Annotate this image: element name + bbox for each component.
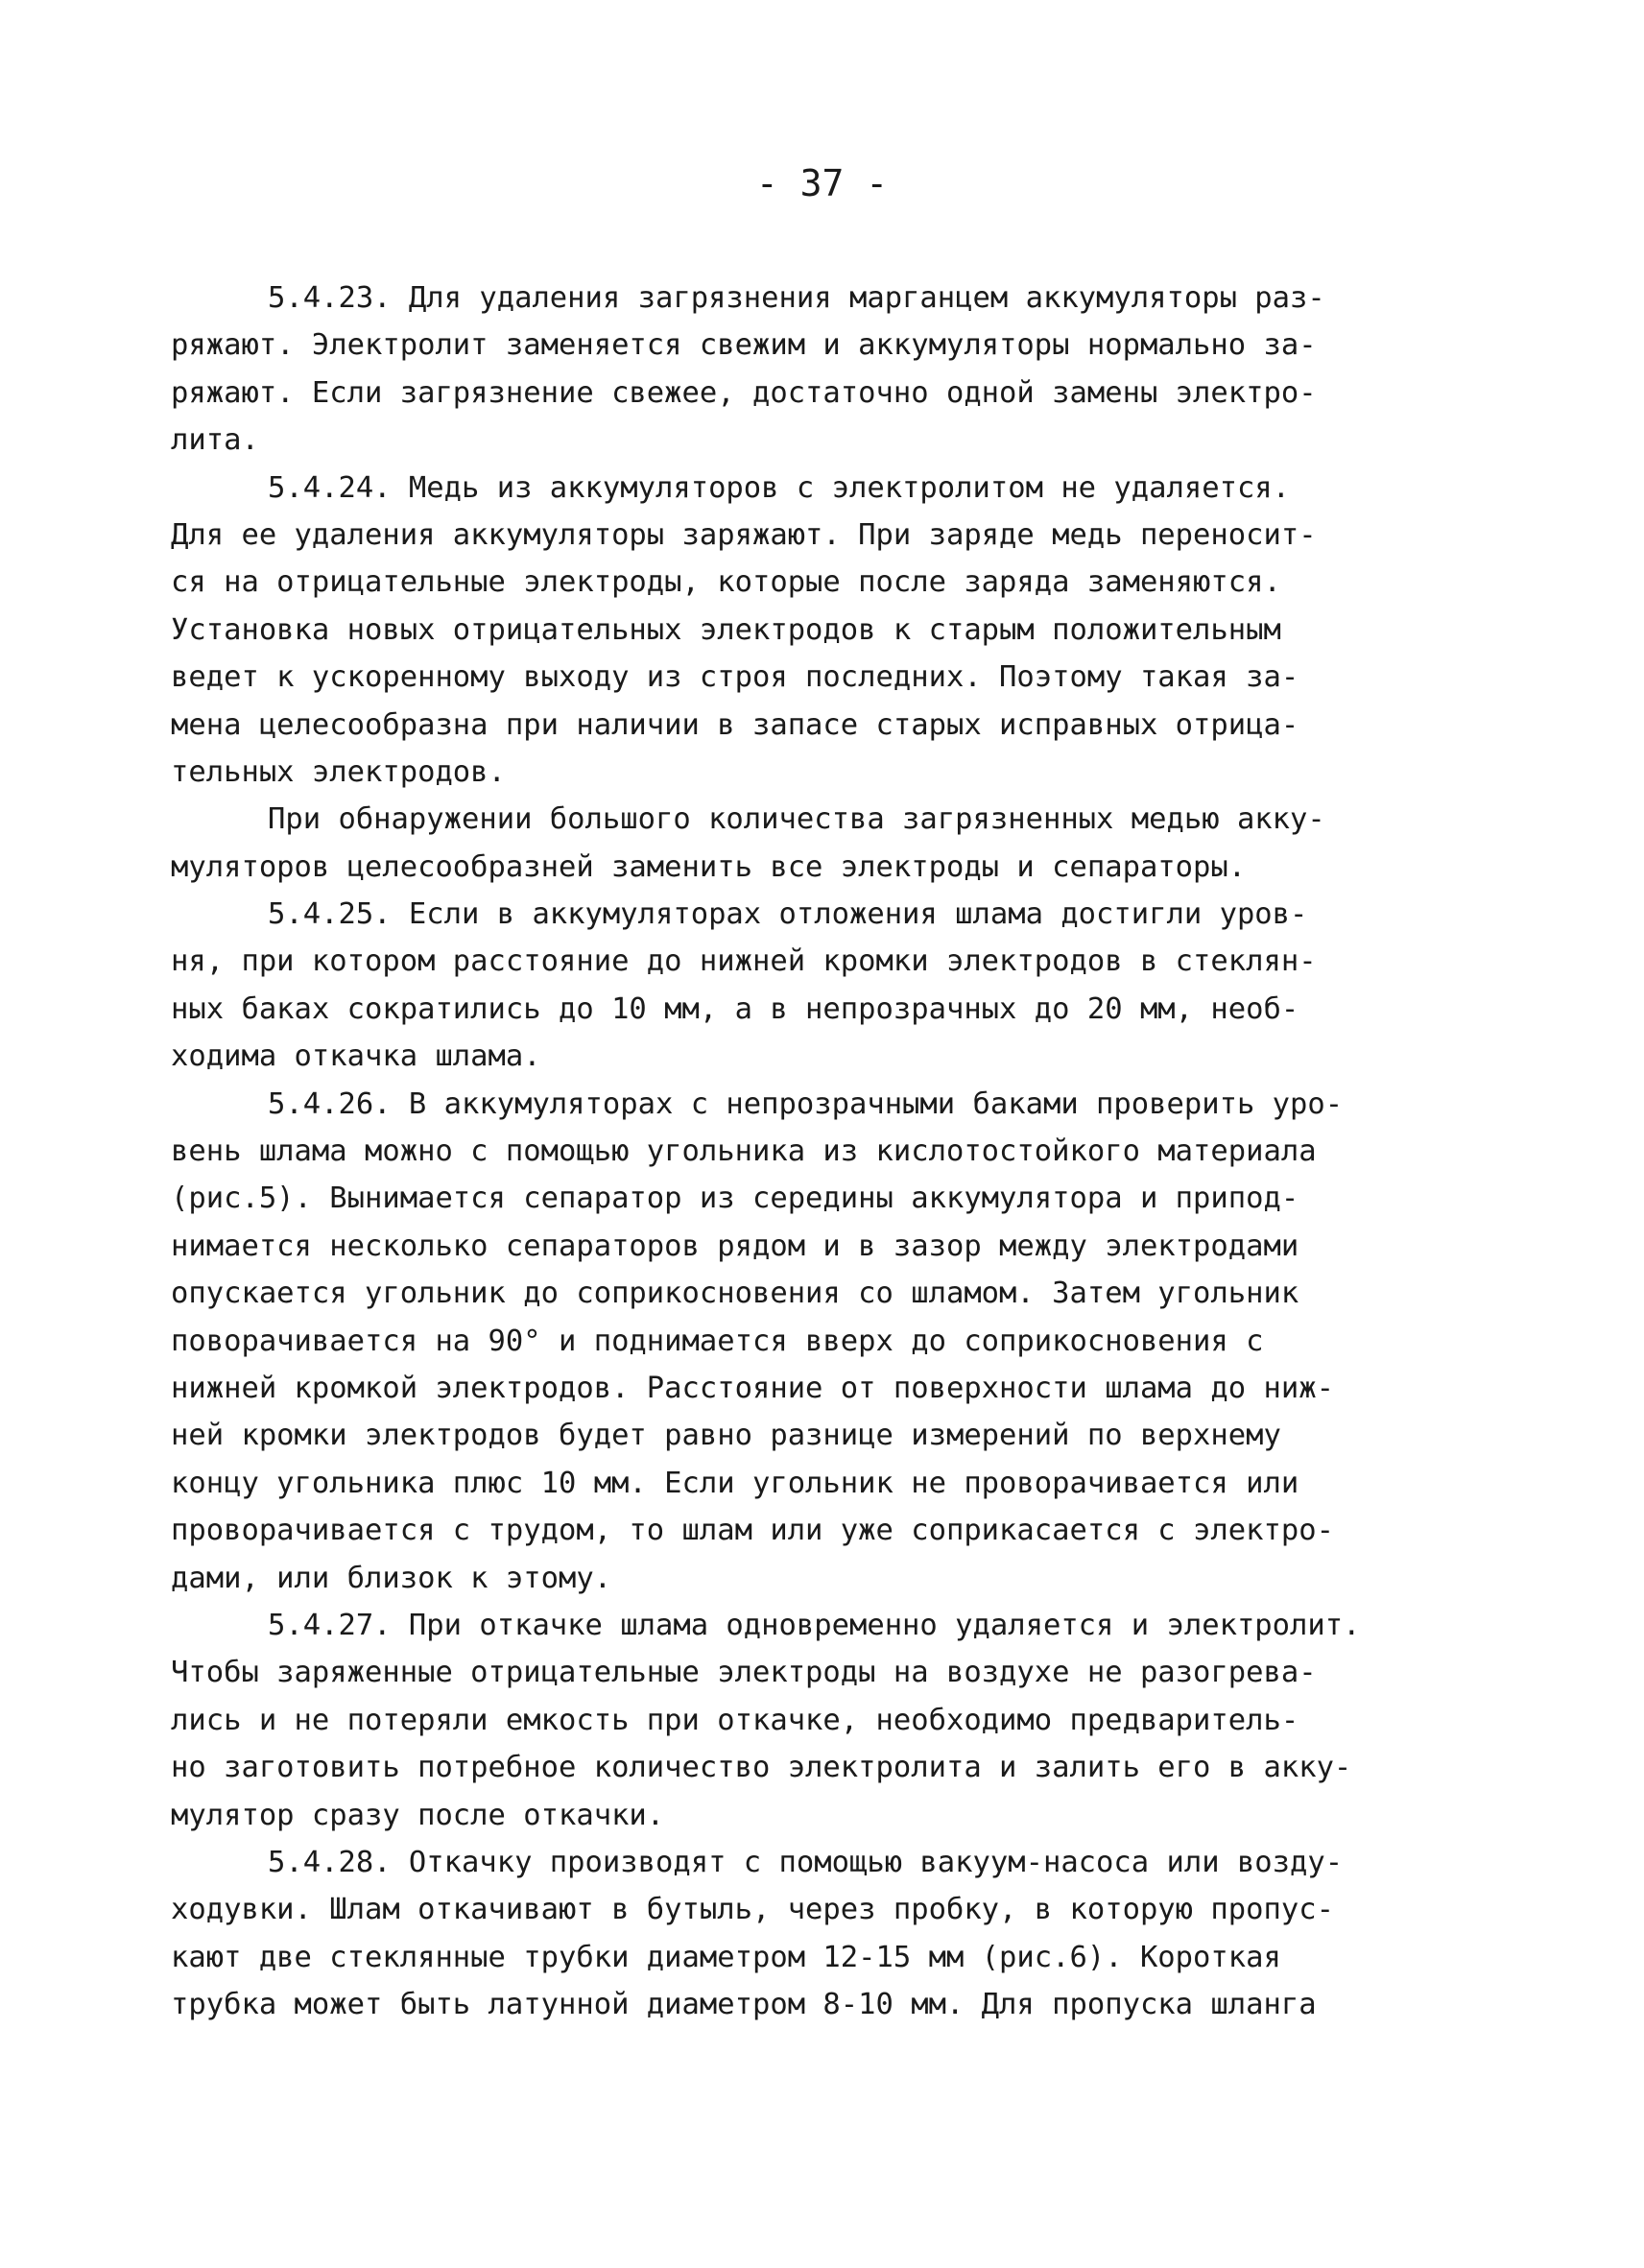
- text-line: концу угольника плюс 10 мм. Если угольник не проворачивается или: [171, 1466, 1299, 1500]
- text-line: (рис.5). Вынимается сепаратор из середины аккумулятора и припод-: [171, 1182, 1299, 1216]
- text-line: опускается угольник до соприкосновения со шламом. Затем угольник: [171, 1277, 1299, 1311]
- text-line: ведет к ускоренному выходу из строя последних. Поэтому такая за-: [171, 660, 1299, 695]
- text-line: тельных электродов.: [171, 754, 506, 789]
- text-line: вень шлама можно с помощью угольника из кислотостойкого материала: [171, 1134, 1317, 1169]
- text-line: мулятор сразу после откачки.: [171, 1798, 665, 1832]
- text-line: мена целесообразна при наличии в запасе старых исправных отрица-: [171, 707, 1299, 742]
- text-line: нимается несколько сепараторов рядом и в зазор между электродами: [171, 1229, 1299, 1263]
- text-line: 5.4.28. Откачку производят с помощью вакуум-насоса или возду-: [268, 1845, 1344, 1879]
- text-line: ряжают. Электролит заменяется свежим и аккумуляторы нормально за-: [171, 328, 1317, 363]
- page-number: - 37 -: [755, 162, 889, 204]
- text-line: поворачивается на 90° и поднимается вверх до соприкосновения с: [171, 1324, 1264, 1358]
- text-line: трубка может быть латунной диаметром 8-10 мм. Для пропуска шланга: [171, 1988, 1317, 2022]
- text-line: ня, при котором расстояние до нижней кромки электродов в стеклян-: [171, 944, 1317, 979]
- text-line: муляторов целесообразней заменить все электроды и сепараторы.: [171, 849, 1247, 884]
- text-line: Для ее удаления аккумуляторы заряжают. При заряде медь переносит-: [171, 517, 1317, 552]
- body-text: [171, 275, 1360, 2028]
- text-line: 5.4.25. Если в аккумуляторах отложения шлама достигли уров-: [268, 897, 1308, 932]
- text-line: ходима откачка шлама.: [171, 1039, 541, 1074]
- text-line: лись и не потеряли емкость при откачке, необходимо предваритель-: [171, 1703, 1299, 1737]
- text-line: ряжают. Если загрязнение свежее, достаточно одной замены электро-: [171, 375, 1317, 410]
- text-line: проворачивается с трудом, то шлам или уже соприкасается с электро-: [171, 1514, 1334, 1548]
- text-line: ней кромки электродов будет равно разнице измерений по верхнему: [171, 1419, 1281, 1453]
- text-line: 5.4.23. Для удаления загрязнения марганцем аккумуляторы раз-: [268, 281, 1325, 315]
- text-line: Чтобы заряженные отрицательные электроды на воздухе не разогрева-: [171, 1656, 1317, 1690]
- text-line: лита.: [171, 423, 259, 458]
- text-line: 5.4.27. При откачке шлама одновременно удаляется и электролит.: [268, 1608, 1361, 1642]
- text-line: нижней кромкой электродов. Расстояние от поверхности шлама до ниж-: [171, 1371, 1334, 1405]
- text-line: дами, или близок к этому.: [171, 1561, 612, 1595]
- text-line: ходувки. Шлам откачивают в бутыль, через пробку, в которую пропус-: [171, 1893, 1334, 1927]
- text-line: Установка новых отрицательных электродов к старым положительным: [171, 612, 1281, 647]
- text-line: ных баках сократились до 10 мм, а в непрозрачных до 20 мм, необ-: [171, 991, 1299, 1026]
- text-line: кают две стеклянные трубки диаметром 12-15 мм (рис.6). Короткая: [171, 1940, 1281, 1974]
- text-line: 5.4.26. В аккумуляторах с непрозрачными баками проверить уро-: [268, 1086, 1344, 1121]
- text-line: При обнаружении большого количества загрязненных медью акку-: [268, 802, 1325, 837]
- text-line: но заготовить потребное количество электролита и залить его в акку-: [171, 1751, 1352, 1785]
- text-line: ся на отрицательные электроды, которые после заряда заменяются.: [171, 565, 1281, 600]
- text-line: 5.4.24. Медь из аккумуляторов с электролитом не удаляется.: [268, 470, 1291, 505]
